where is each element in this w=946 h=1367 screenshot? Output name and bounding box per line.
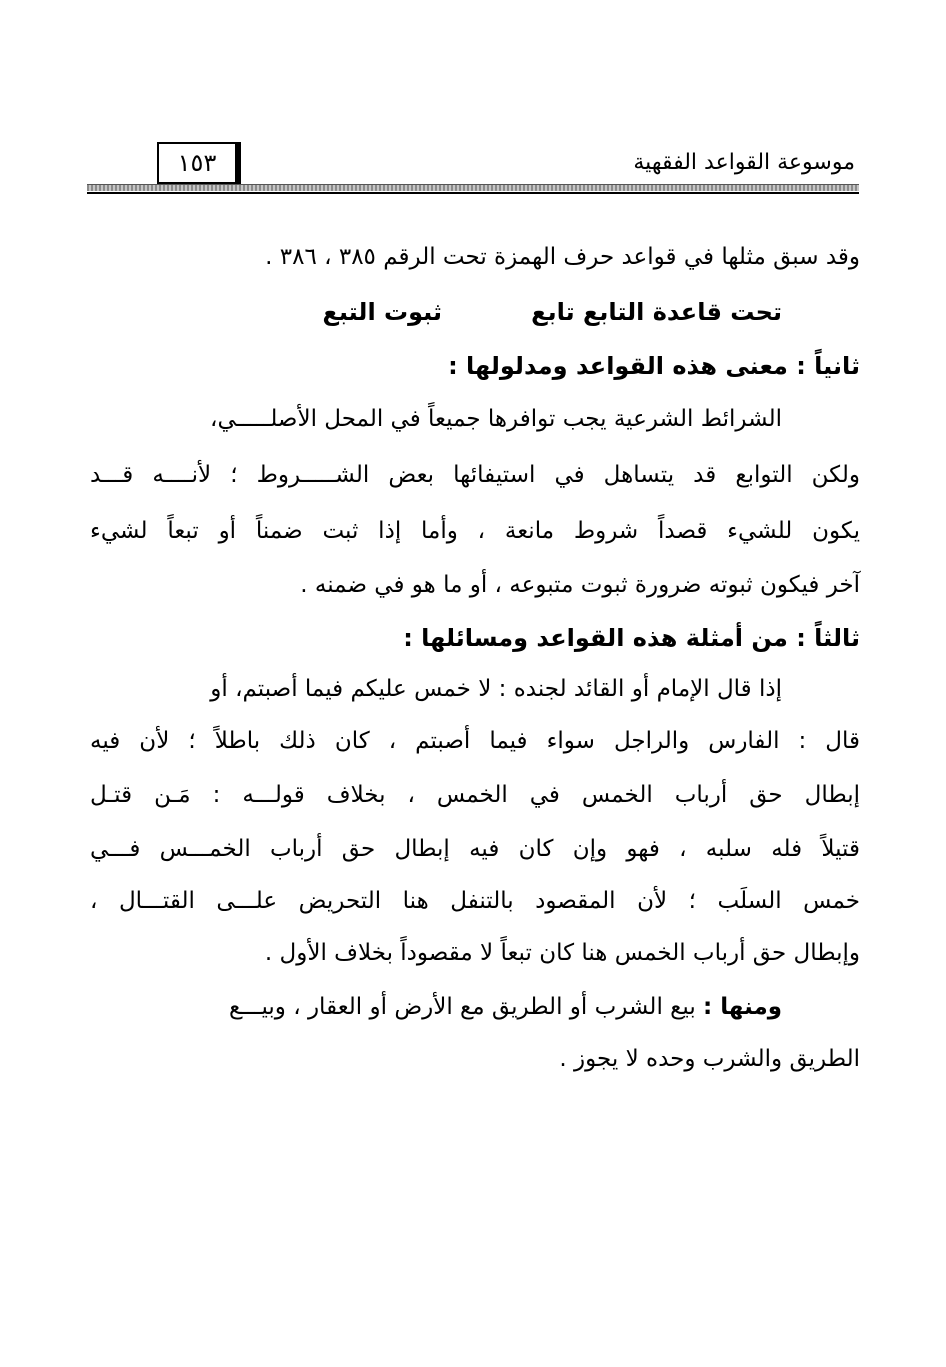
example-text: بيع الشرب أو الطريق مع الأرض أو العقار ، وبيـــع [229, 994, 704, 1020]
text-line: إذا قال الإمام أو القائد لجنده : لا خمس عليكم فيما أصبتم، أو [210, 676, 782, 702]
text-line: خمس السلَب ؛ لأن المقصود بالتنفل هنا التحريض علـــى القتـــال ، [90, 888, 860, 914]
text-line: قال : الفارس والراجل سواء فيما أصبتم ، كان ذلك باطلاً ؛ لأن فيه [90, 728, 860, 754]
text-line: قتيلاً فله سلبه ، فهو وإن كان فيه إبطال حق أرباب الخمـــس فـــي [90, 836, 860, 862]
page-header [87, 140, 859, 202]
section-heading-examples: ثالثاً : من أمثلة هذه القواعد ومسائلها : [403, 624, 860, 652]
text-line: يكون للشيء قصداً شروط مانعة ، وأما إذا ثبت ضمناً أو تبعاً لشيء [90, 518, 860, 544]
page-number: ١٥٣ [157, 142, 241, 184]
example-label: ومنها : [703, 994, 782, 1020]
section-heading-meaning: ثانياً : معنى هذه القواعد ومدلولها : [448, 352, 860, 380]
text-line: الطريق والشرب وحده لا يجوز . [559, 1046, 860, 1072]
header-rule-line [87, 192, 859, 194]
text-line: ولكن التوابع قد يتساهل في استيفائها بعض الشـــــروط ؛ لأنــــه قـــد [90, 462, 860, 488]
header-rule [87, 184, 859, 191]
rule-title-1: تحت قاعدة التابع تابع [531, 298, 782, 326]
text-line: الشرائط الشرعية يجب توافرها جميعاً في المحل الأصلـــــي، [210, 406, 782, 432]
text-line: آخر فيكون ثبوته ضرورة ثبوت متبوعه ، أو ما هو في ضمنه . [300, 572, 860, 598]
text-line: وإبطال حق أرباب الخمس هنا كان تبعاً لا مقصوداً بخلاف الأول . [264, 940, 860, 966]
rule-title-2: ثبوت التبع [322, 298, 442, 326]
text-line: وقد سبق مثلها في قواعد حرف الهمزة تحت الرقم ٣٨٥ ، ٣٨٦ . [265, 244, 860, 270]
text-line [229, 994, 782, 1020]
text-line: إبطال حق أرباب الخمس في الخمس ، بخلاف قولـــه : مَـن قتـل [90, 782, 860, 808]
book-title: موسوعة القواعد الفقهية [633, 150, 855, 175]
